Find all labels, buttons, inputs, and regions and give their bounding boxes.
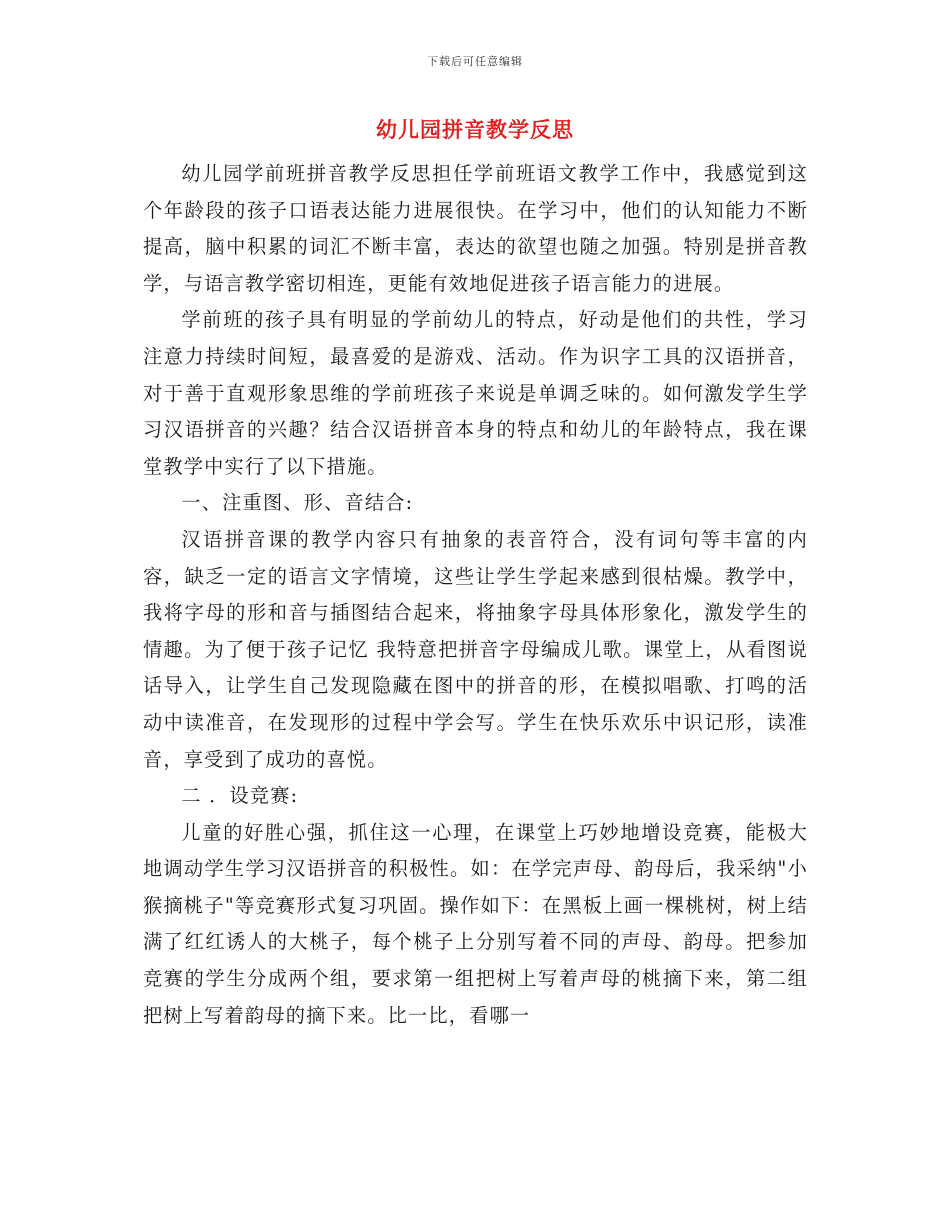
- section-heading-2: 二 ．设竞赛:: [181, 784, 299, 808]
- document-body: [143, 156, 808, 1034]
- document-title: 幼儿园拼音教学反思: [376, 118, 574, 142]
- paragraph-intro: 幼儿园学前班拼音教学反思担任学前班语文教学工作中，我感觉到这个年龄段的孩子口语表达能力进展很快。在学习中，他们的认知能力不断提高，脑中积累的词汇不断丰富，表达的欲望也随之加强。特别是拼音教学，与语言教学密切相连，更能有效地促进孩子语言能力的进展。: [143, 162, 808, 295]
- paragraph-section-1: 汉语拼音课的教学内容只有抽象的表音符合，没有词句等丰富的内容，缺乏一定的语言文字情境，这些让学生学起来感到很枯燥。教学中，我将字母的形和音与插图结合起来，将抽象字母具体形象化，激发学生的情趣。为了便于孩子记忆 我特意把拼音字母编成儿歌。课堂上，从看图说话导入，让学生自己发现隐藏在图中的拼音的形，在模拟唱歌、打鸣的活动中读准音，在发现形的过程中学会写。学生在快乐欢乐中识记形，读准音，享受到了成功的喜悦。: [143, 527, 808, 771]
- paragraph-characteristics: 学前班的孩子具有明显的学前幼儿的特点，好动是他们的共性，学习注意力持续时间短，最喜爱的是游戏、活动。作为识字工具的汉语拼音，对于善于直观形象思维的学前班孩子来说是单调乏味的。如何激发学生学习汉语拼音的兴趣？结合汉语拼音本身的特点和幼儿的年龄特点，我在课堂教学中实行了以下措施。: [143, 308, 808, 478]
- header-note: 下载后可任意编辑: [427, 55, 523, 68]
- paragraph-section-2: 儿童的好胜心强，抓住这一心理，在课堂上巧妙地增设竞赛，能极大地调动学生学习汉语拼音的积极性。如：在学完声母、韵母后，我采纳"小猴摘桃子"等竞赛形式复习巩固。操作如下：在黑板上画一棵桃树，树上结满了红红诱人的大桃子，每个桃子上分别写着不同的声母、韵母。把参加竞赛的学生分成两个组，要求第一组把树上写着声母的桃摘下来，第二组把树上写着韵母的摘下来。比一比，看哪一: [143, 820, 808, 1027]
- section-heading-1: 一、注重图、形、音结合:: [181, 491, 414, 515]
